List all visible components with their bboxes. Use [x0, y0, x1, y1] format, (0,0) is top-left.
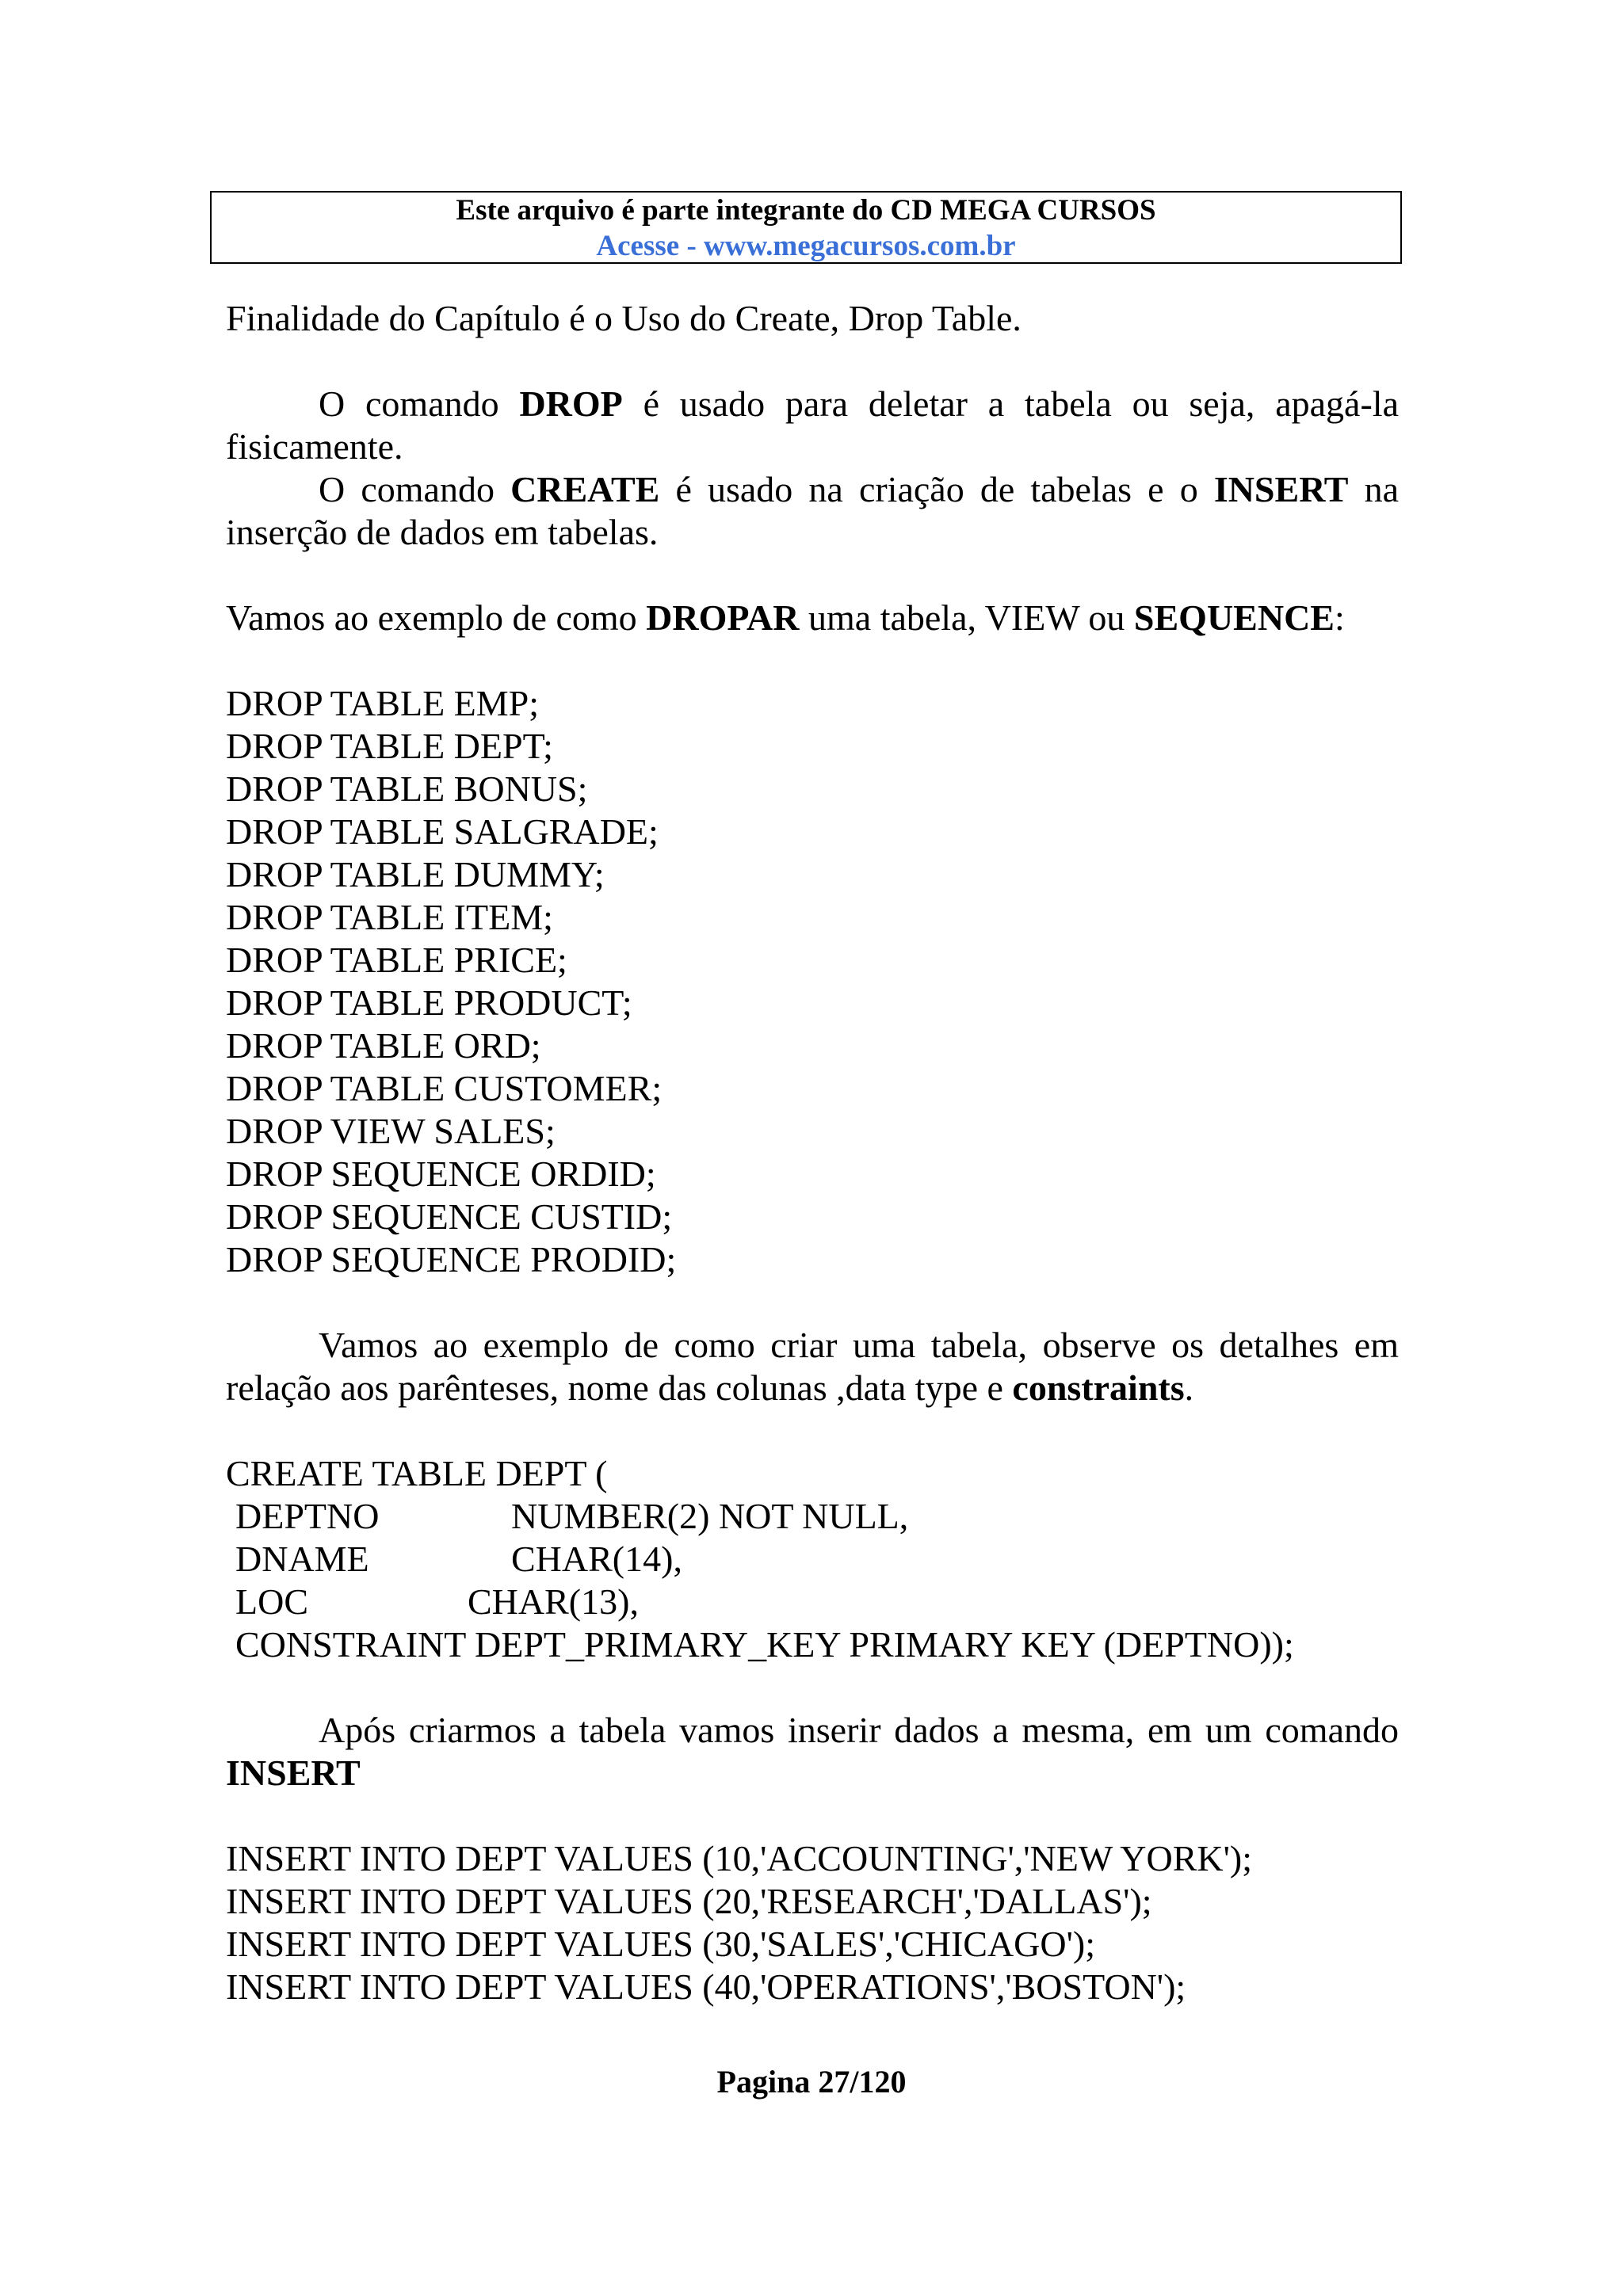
- insert-statement: INSERT INTO DEPT VALUES (20,'RESEARCH','DALLAS');: [226, 1881, 1152, 1921]
- keyword-constraints: constraints: [1012, 1367, 1185, 1408]
- insert-statement: INSERT INTO DEPT VALUES (40,'OPERATIONS','BOSTON');: [226, 1966, 1186, 2007]
- header-banner: [210, 191, 1402, 264]
- constraint-definition: CONSTRAINT DEPT_PRIMARY_KEY PRIMARY KEY (DEPTNO));: [235, 1624, 1294, 1665]
- drop-statement: DROP TABLE DEPT;: [226, 726, 553, 766]
- spacer: [226, 340, 1399, 383]
- drop-statement: DROP TABLE CUSTOMER;: [226, 1068, 663, 1108]
- dropar-line: Vamos ao exemplo de como DROPAR uma tabela, VIEW ou SEQUENCE:: [226, 597, 1345, 638]
- spacer: [226, 1666, 1399, 1709]
- page-content: [226, 297, 1399, 2008]
- chapter-intro: Finalidade do Capítulo é o Uso do Create, Drop Table.: [226, 298, 1022, 338]
- drop-statement: DROP TABLE BONUS;: [226, 769, 588, 809]
- drop-statement: DROP SEQUENCE CUSTID;: [226, 1196, 673, 1237]
- keyword-insert: INSERT: [1213, 469, 1349, 509]
- header-title: Este arquivo é parte integrante do CD MEGA CURSOS: [456, 194, 1156, 227]
- create-table-statement: [226, 1452, 1399, 1666]
- insert-statement: INSERT INTO DEPT VALUES (10,'ACCOUNTING','NEW YORK');: [226, 1838, 1252, 1878]
- drop-statement: DROP SEQUENCE ORDID;: [226, 1154, 656, 1194]
- create-table-intro: Vamos ao exemplo de como criar uma tabela, observe os detalhes em relação aos parênteses, nome das colunas ,data type e constraints.: [226, 1325, 1399, 1408]
- drop-statement: DROP TABLE SALGRADE;: [226, 811, 659, 852]
- keyword-dropar: DROPAR: [646, 597, 800, 638]
- column-name: DEPTNO: [235, 1496, 380, 1536]
- drop-statement: DROP TABLE PRICE;: [226, 940, 567, 980]
- create-paragraph: O comando CREATE é usado na criação de tabelas e o INSERT na inserção de dados em tabelas.: [226, 469, 1400, 552]
- page-number: Pagina 27/120: [716, 2064, 907, 2100]
- header-website-link[interactable]: Acesse - www.megacursos.com.br: [596, 230, 1016, 262]
- drop-paragraph: O comando DROP é usado para deletar a tabela ou seja, apagá-la fisicamente.: [226, 383, 1399, 467]
- drop-statement: DROP TABLE ORD;: [226, 1025, 541, 1066]
- drop-statement: DROP TABLE ITEM;: [226, 897, 553, 937]
- spacer: [226, 1281, 1399, 1324]
- spacer: [226, 554, 1399, 597]
- drop-statements: [226, 682, 1399, 1281]
- column-type: CHAR(14),: [511, 1539, 682, 1579]
- spacer: [226, 639, 1399, 682]
- column-name: LOC: [235, 1581, 308, 1622]
- keyword-create: CREATE: [510, 469, 660, 509]
- create-table-open: CREATE TABLE DEPT (: [226, 1453, 608, 1493]
- spacer: [226, 1409, 1399, 1452]
- spacer: [226, 1794, 1399, 1837]
- drop-statement: DROP SEQUENCE PRODID;: [226, 1239, 677, 1280]
- insert-intro: Após criarmos a tabela vamos inserir dados a mesma, em um comando INSERT: [226, 1710, 1399, 1793]
- keyword-sequence: SEQUENCE: [1133, 597, 1335, 638]
- drop-statement: DROP VIEW SALES;: [226, 1111, 556, 1151]
- insert-statements: [226, 1837, 1399, 2008]
- keyword-drop: DROP: [519, 383, 623, 424]
- drop-statement: DROP TABLE DUMMY;: [226, 854, 605, 894]
- drop-statement: DROP TABLE PRODUCT;: [226, 982, 632, 1023]
- column-definition: [226, 1495, 1399, 1538]
- keyword-insert-command: INSERT: [226, 1753, 361, 1793]
- drop-statement: DROP TABLE EMP;: [226, 683, 540, 723]
- column-name: DNAME: [235, 1539, 369, 1579]
- column-type: NUMBER(2) NOT NULL,: [511, 1496, 909, 1536]
- column-definition: [226, 1581, 1399, 1623]
- insert-statement: INSERT INTO DEPT VALUES (30,'SALES','CHICAGO');: [226, 1924, 1095, 1964]
- column-type: CHAR(13),: [468, 1581, 639, 1622]
- column-definition: [226, 1538, 1399, 1581]
